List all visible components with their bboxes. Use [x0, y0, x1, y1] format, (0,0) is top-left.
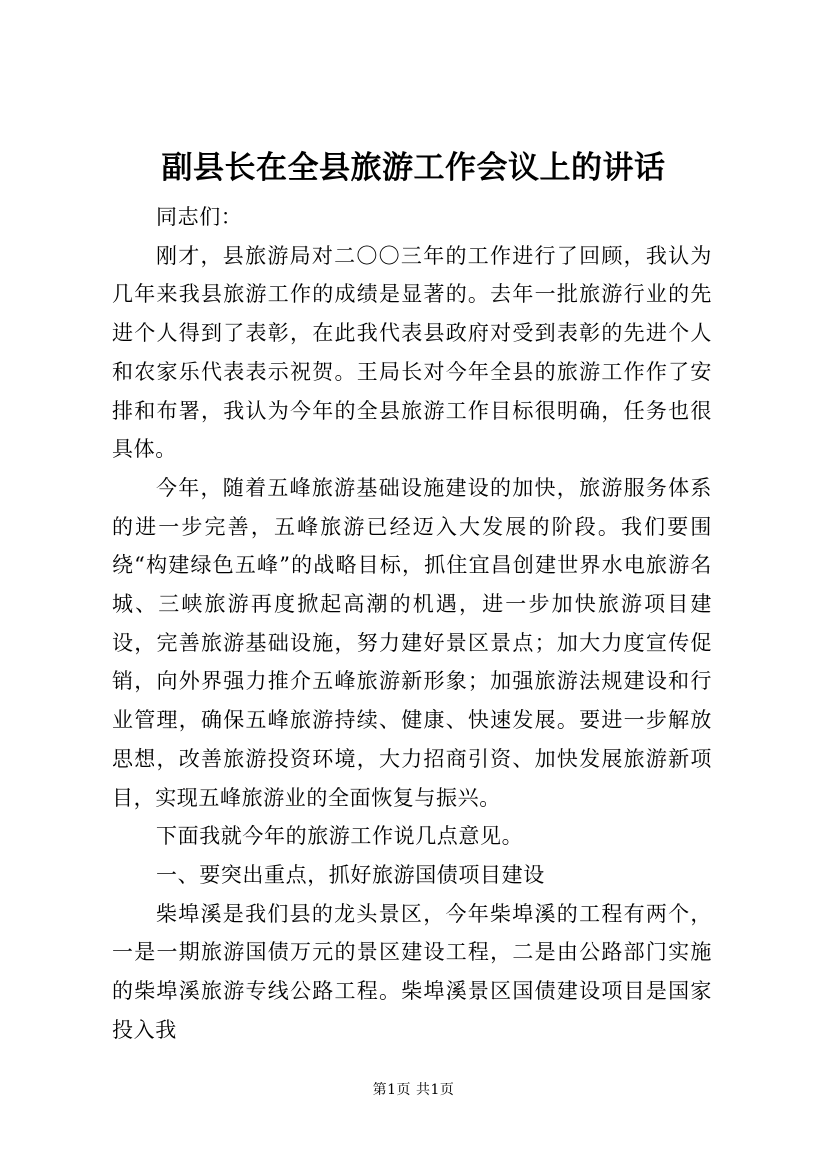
page-number-footer: 第1页 共1页	[372, 1082, 455, 1098]
document-body	[112, 198, 712, 1049]
body-paragraph: 今年，随着五峰旅游基础设施建设的加快，旅游服务体系的进一步完善，五峰旅游已经迈入大发展的阶段。我们要围绕“构建绿色五峰”的战略目标，抓住宜昌创建世界水电旅游名城、三峡旅游再度掀起高潮的机遇，进一步加快旅游项目建设，完善旅游基础设施，努力建好景区景点；加大力度宣传促销，向外界强力推介五峰旅游新形象；加强旅游法规建设和行业管理，确保五峰旅游持续、健康、快速发展。要进一步解放思想，改善旅游投资环境，大力招商引资、加快发展旅游新项目，实现五峰旅游业的全面恢复与振兴。	[112, 475, 712, 810]
section-heading: 一、要突出重点，抓好旅游国债项目建设	[156, 862, 545, 887]
body-paragraph: 柴埠溪是我们县的龙头景区，今年柴埠溪的工程有两个，一是一期旅游国债万元的景区建设工程，二是由公路部门实施的柴埠溪旅游专线公路工程。柴埠溪景区国债建设项目是国家投入我	[112, 901, 712, 1042]
salutation-paragraph: 同志们：	[156, 205, 243, 229]
body-paragraph: 下面我就今年的旅游工作说几点意见。	[156, 824, 524, 849]
document-title: 副县长在全县旅游工作会议上的讲话	[161, 150, 666, 186]
body-paragraph: 刚才，县旅游局对二〇〇三年的工作进行了回顾，我认为几年来我县旅游工作的成绩是显著的。去年一批旅游行业的先进个人得到了表彰，在此我代表县政府对受到表彰的先进个人和农家乐代表表示祝贺。王局长对今年全县的旅游工作作了安排和布署，我认为今年的全县旅游工作目标很明确，任务也很具体。	[112, 243, 712, 462]
